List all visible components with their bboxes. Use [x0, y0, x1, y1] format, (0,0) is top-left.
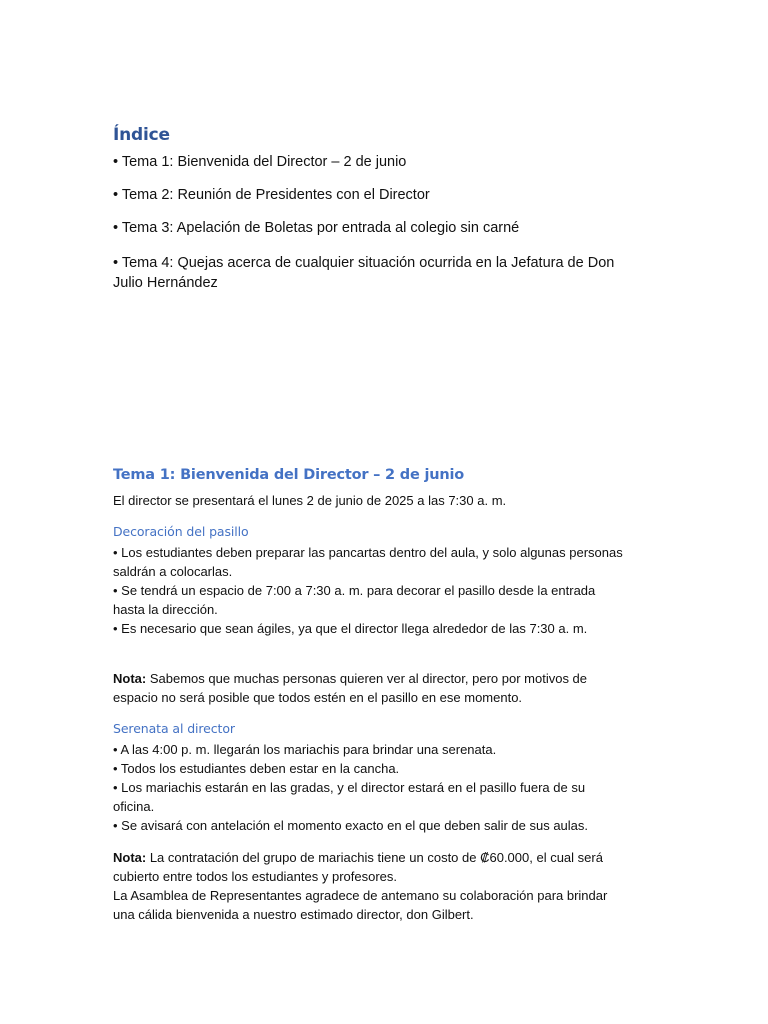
- nota1-text-1: Sabemos que muchas personas quieren ver al director, pero por motivos de: [146, 671, 588, 686]
- decoracion-heading: Decoración del pasillo: [113, 524, 249, 539]
- nota2-text-1: La contratación del grupo de mariachis tiene un costo de ₡60.000, el cual será: [146, 850, 603, 865]
- index-item-4-cont: Julio Hernández: [113, 275, 218, 291]
- decoracion-line-4: hasta la dirección.: [113, 602, 218, 617]
- index-item-1: • Tema 1: Bienvenida del Director – 2 de junio: [113, 154, 407, 170]
- nota2-line-4: una cálida bienvenida a nuestro estimado director, don Gilbert.: [113, 907, 474, 922]
- nota2: [113, 848, 658, 924]
- index-item-3: • Tema 3: Apelación de Boletas por entrada al colegio sin carné: [113, 220, 520, 236]
- serenata-line-4: oficina.: [113, 799, 155, 814]
- index-item-2: • Tema 2: Reunión de Presidentes con el Director: [113, 187, 430, 203]
- nota1-line-1: [113, 669, 658, 688]
- nota2-label: Nota:: [113, 850, 147, 865]
- decoracion-line-2: saldrán a colocarlas.: [113, 564, 233, 579]
- nota1-label: Nota:: [113, 671, 147, 686]
- nota2-line-2: cubierto entre todos los estudiantes y profesores.: [113, 869, 397, 884]
- serenata-line-5: • Se avisará con antelación el momento exacto en el que deben salir de sus aulas.: [113, 818, 589, 833]
- decoracion-line-3: • Se tendrá un espacio de 7:00 a 7:30 a. m. para decorar el pasillo desde la entrada: [113, 583, 596, 598]
- nota1-line-2: espacio no será posible que todos estén en el pasillo en ese momento.: [113, 690, 523, 705]
- decoracion-list: [113, 543, 658, 638]
- nota2-line-1: [113, 848, 658, 867]
- decoracion-line-1: • Los estudiantes deben preparar las pancartas dentro del aula, y solo algunas personas: [113, 545, 623, 560]
- index-item-4: • Tema 4: Quejas acerca de cualquier situación ocurrida en la Jefatura de Don: [113, 255, 615, 271]
- index-title: Índice: [113, 125, 170, 145]
- decoracion-line-5: • Es necesario que sean ágiles, ya que el director llega alrededor de las 7:30 a. m.: [113, 621, 588, 636]
- serenata-line-2: • Todos los estudiantes deben estar en la cancha.: [113, 761, 400, 776]
- nota2-line-3: La Asamblea de Representantes agradece de antemano su colaboración para brindar: [113, 888, 608, 903]
- tema1-intro: El director se presentará el lunes 2 de junio de 2025 a las 7:30 a. m.: [113, 493, 507, 508]
- serenata-list: [113, 740, 658, 835]
- serenata-heading: Serenata al director: [113, 721, 235, 736]
- nota1: [113, 669, 658, 707]
- serenata-line-1: • A las 4:00 p. m. llegarán los mariachis para brindar una serenata.: [113, 742, 497, 757]
- serenata-line-3: • Los mariachis estarán en las gradas, y el director estará en el pasillo fuera de su: [113, 780, 586, 795]
- tema1-title: Tema 1: Bienvenida del Director – 2 de junio: [113, 467, 465, 483]
